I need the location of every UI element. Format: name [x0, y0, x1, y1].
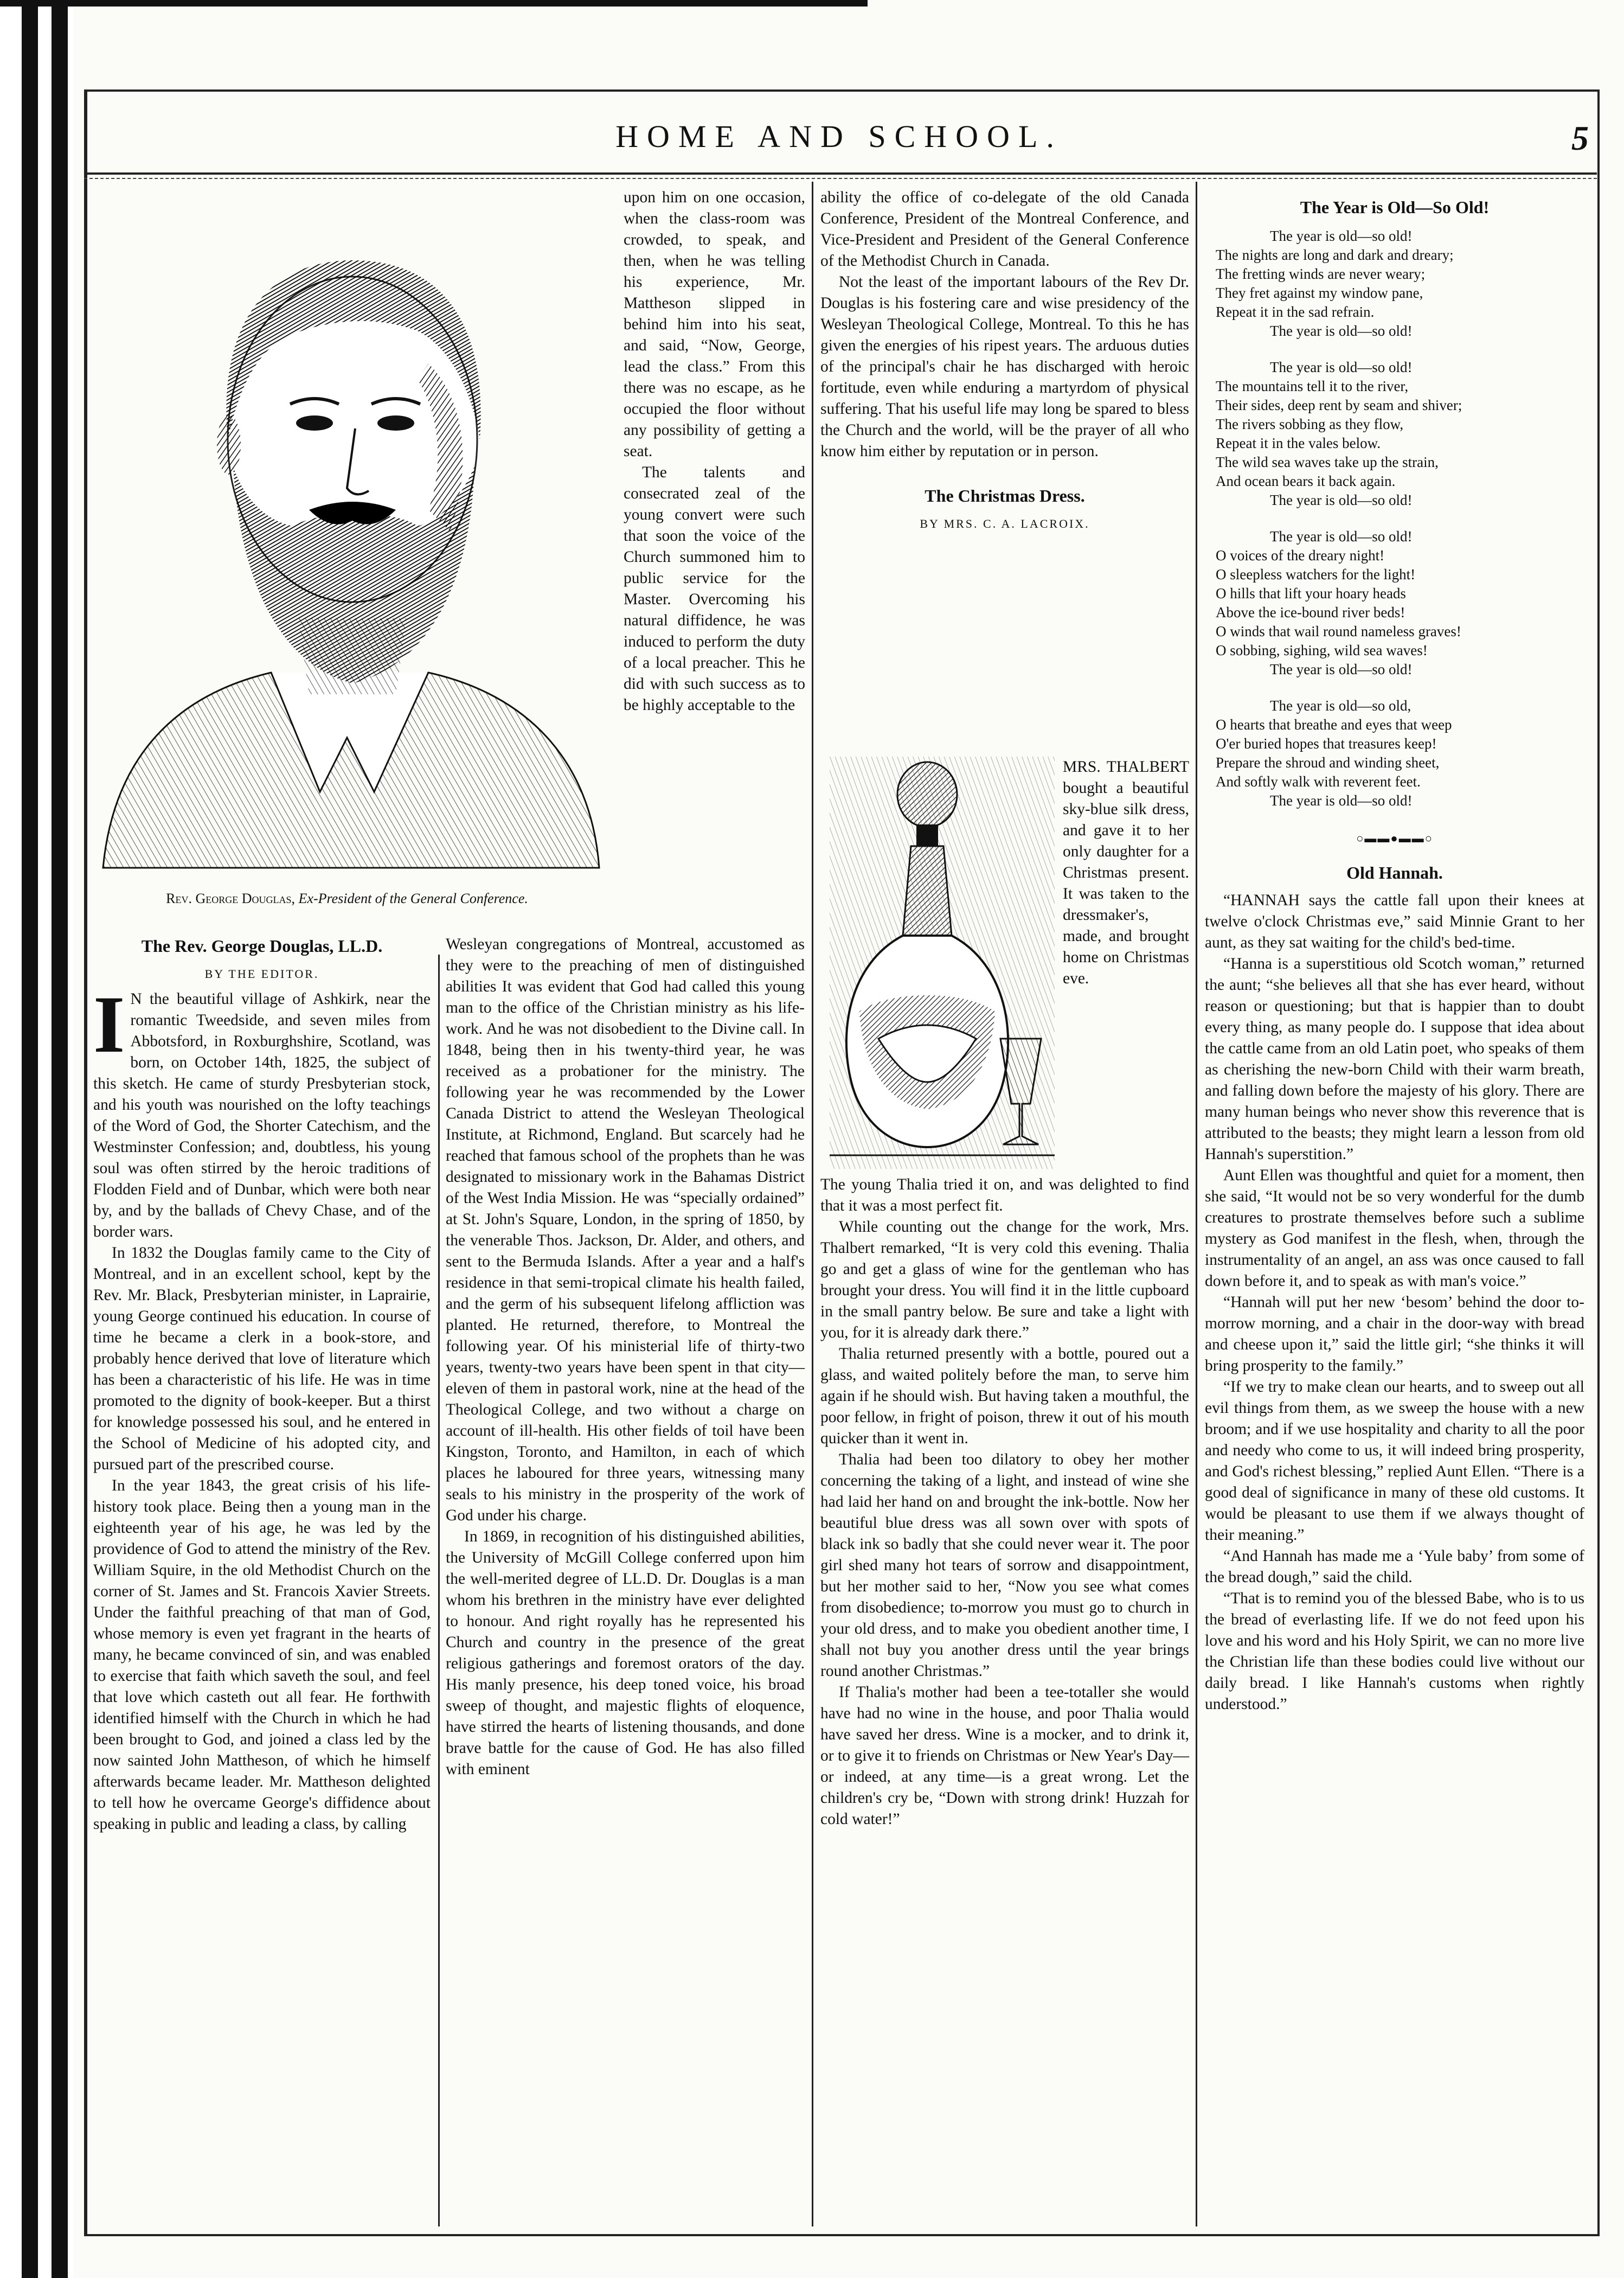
poem-stanza — [1205, 527, 1584, 679]
article-paragraph: Thalia returned presently with a bottle, poured out a glass, and waited politely before the man, to serve him again if he should wish. But having taken a mouthful, the poor fellow, in fright of poison, threw it out of his mouth quicker than it went in. — [820, 1345, 1189, 1447]
article-paragraph: In the year 1843, the great crisis of his life-history took place. Being then a young man in the eighteenth year of his age, he was led by the providence of God to attend the ministry of the Rev. William Squire, in the old Methodist Church on the corner of St. James and St. Francois Xavier Streets. Under the faithful preaching of that man of God, whose memory is even yet fragrant in the hearts of many, he became convinced of sin, and was enabled to exercise that faith which saveth the soul, and feel that love which casteth out all fear. He forthwith identified himself with the Church in which he had been brought to God, and joined a class led by the now sainted John Mattheson, of which he himself afterwards became leader. Mr. Mattheson delighted to tell how he overcame George's diffidence about speaking in public and leading a class, by calling — [93, 1477, 431, 1833]
column-3-upper — [820, 187, 1189, 539]
article-paragraph: “And Hannah has made me a ‘Yule baby’ from some of the bread dough,” said the child. — [1205, 1547, 1584, 1586]
poem-line: O hills that lift your hoary heads — [1216, 585, 1406, 602]
article-paragraph: The young Thalia tried it on, and was delighted to find that it was a most perfect fit. — [820, 1176, 1189, 1214]
poem-line: And softly walk with reverent feet. — [1216, 773, 1421, 790]
article-paragraph: ability the office of co-delegate of the old Canada Conference, President of the Montreal Conference, and Vice-President and President of the General Conference of the Methodist Church in Canada. — [820, 189, 1189, 270]
article-paragraph: Aunt Ellen was thoughtful and quiet for a moment, then she said, “It would not be so very wonderful for the dumb creatures to prostrate themselves before such a sublime mystery as God manifest in the flesh, when, through the instrumentality of an angel, an ass was once caused to fall down before it, and to speak as with man's voice.” — [1205, 1167, 1584, 1290]
caption-title: Ex-President of the General Conference. — [298, 891, 528, 906]
poem-line: The year is old—so old! — [1270, 359, 1413, 375]
poem-line: O voices of the dreary night! — [1216, 547, 1385, 564]
article-paragraph: “If we try to make clean our hearts, and to sweep out all evil things from them, as we sweep the house with a new broom; and if we use hospitality and charity to all the poor and needy who come to us, it will indeed bring prosperity, and God's richest blessing,” replied Aunt Ellen. “There is a good deal of significance in many of these old customs. It would be pleasant to use them if we always thought of their meaning.” — [1205, 1378, 1584, 1544]
article-paragraph: “Hanna is a superstitious old Scotch woman,” returned the aunt; “she believes all that she has ever heard, without reason or questioning; but that is happier than to doubt every thing, as many people do. I suppose that idea about the cattle came from an old Latin poet, who speaks of them as cherishing the new-born Child with their warm breath, and falling down before the majesty of his glory. There are many human beings who never show this reverence that is attributed to the beasts; they might learn a lesson from old Hannah's superstition.” — [1205, 955, 1584, 1163]
poem-line: O sobbing, sighing, wild sea waves! — [1216, 642, 1428, 658]
poem-line: O hearts that breathe and eyes that weep — [1216, 716, 1452, 733]
article-paragraph: In 1869, in recognition of his distinguished abilities, the University of McGill College conferred upon him the well-merited degree of LL.D. Dr. Douglas is a man whom his brethren in the ministry have ever delighted to honour. And right royally has he represented his Church and country in the presence of the great religious gatherings and foremost orators of the day. His manly presence, his deep toned voice, his broad sweep of thought, and majestic flights of eloquence, have stirred the hearts of listening thousands, and done brave battle for the cause of God. He has also filled with eminent — [446, 1528, 805, 1778]
page-header — [84, 108, 1594, 168]
column-4 — [1205, 195, 1584, 1715]
decanter-illustration — [830, 757, 1055, 1169]
poem-line: The fretting winds are never weary; — [1216, 266, 1426, 282]
poem-refrain: The year is old—so old! — [1270, 661, 1413, 677]
article-byline-christmas-dress: BY MRS. C. A. LACROIX. — [920, 517, 1090, 530]
poem-line: O sleepless watchers for the light! — [1216, 566, 1416, 583]
article-paragraph: “HANNAH says the cattle fall upon their knees at twelve o'clock Christmas eve,” said Minnie Grant to her aunt, as they sat waiting for the child's bed-time. — [1205, 892, 1584, 951]
article-paragraph: “That is to remind you of the blessed Babe, who is to us the bread of everlasting life. If we do not feed upon his love and his word and his Holy Spirit, we can no more live the Christian life than these bodies could live without our daily bread. I like Hannah's customs when rightly understood.” — [1205, 1590, 1584, 1713]
poem-stanza — [1205, 696, 1584, 810]
column-2-lower — [446, 934, 805, 1780]
header-rule-dashed — [84, 178, 1597, 179]
page-number: 5 — [1571, 119, 1589, 157]
article-paragraph: Wesleyan congregations of Montreal, accustomed as they were to the preaching of men of distinguished abilities It was evident that God had called this young man to the office of the Christian ministry as his life-work. And he was not disobedient to the Divine call. In 1848, being then in his twenty-third year, he was received as a probationer for the ministry. The following year he was recommended by the Lower Canada District to attend the Wesleyan Theological Institute, at Richmond, England. But scarcely had he reached that famous school of the prophets than he was designated to missionary work in the Bahamas District of the West India Mission. He was “specially ordained” at St. John's Square, London, in the spring of 1850, by the venerable Thos. Jackson, Dr. Alder, and others, and sent to the Bermuda Islands. After a year and a half's residence in that semi-tropical climate his health failed, and the germ of his subsequent lifelong affliction was planted. He returned, therefore, to Montreal the following year. Of his ministerial life of thirty-two years, twenty-two years have been spent in that city—eleven of them in pastoral work, nine at the head of the Theological College, and two without a charge on account of ill-health. His other fields of toil have been Kingston, Toronto, and Hamilton, in each of which places he laboured for three years, witnessing many seals to his ministry in the prosperity of the work of God under his charge. — [446, 936, 805, 1524]
poem-line: The year is old—so old! — [1270, 228, 1413, 244]
column-3-lower — [820, 1174, 1189, 1830]
column-2-upper — [624, 187, 805, 716]
drop-cap: I — [93, 980, 125, 1070]
poem-line: O winds that wail round nameless graves! — [1216, 623, 1461, 639]
section-ornament: ○▬▬●▬▬○ — [1356, 831, 1433, 845]
article-paragraph: Thalia had been too dilatory to obey her mother concerning the taking of a light, and instead of wine she had laid her hand on and brought the ink-bottle. Now her beautiful blue dress was all sown over with spots of black ink so badly that she could never wear it. The poor girl shed many hot tears of sorrow and disappointment, but her mother said to her, “Now you see what comes from disobedience; to-morrow you must go to church in your old dress, and to make you obedient another time, I shall not buy you another dress until the year brings round another Christmas.” — [820, 1451, 1189, 1680]
column-divider-3 — [1196, 182, 1197, 2226]
paragraph-text: N the beautiful village of Ashkirk, near the romantic Tweedside, and seven miles from Abbotsford, in Roxburghshire, Scotland, was born, on October 14th, 1825, the subject of this sketch. He came of sturdy Presbyterian stock, and his youth was nourished on the lofty teachings of the Word of God, the Shorter Catechism, and the Westminster Confession; and, doubtless, his young soul was often stirred by the heroic traditions of Flodden Field and of Dunbar, which were both near by, and by the ballads of Chevy Chase, and of the border wars. — [93, 990, 431, 1240]
poem-refrain: The year is old—so old! — [1270, 492, 1413, 508]
article-paragraph: upon him on one occasion, when the class-room was crowded, to speak, and then, when he was telling his experience, Mr. Mattheson slipped in behind him into his seat, and said, “Now, George, lead the class.” From this there was no escape, as he occupied the floor without any possibility of getting a seat. — [624, 189, 805, 460]
article-title-old-hannah: Old Hannah. — [1346, 863, 1443, 882]
top-edge-rule — [0, 0, 868, 7]
article-title-christmas-dress: The Christmas Dress. — [925, 486, 1085, 505]
column-divider-1 — [438, 955, 440, 2226]
article-paragraph: The talents and consecrated zeal of the young convert were such that soon the voice of the Church summoned him to public service for the Master. Overcoming his natural diffidence, he was induced to perform the duty of a local preacher. This he did with such success as to be highly acceptable to the — [624, 464, 805, 714]
portrait-caption — [87, 890, 607, 908]
portrait-engraving — [92, 184, 607, 879]
poem-line: The rivers sobbing as they flow, — [1216, 416, 1404, 432]
header-rule — [84, 172, 1597, 175]
poem-title: The Year is Old—So Old! — [1300, 197, 1490, 217]
poem-line: The wild sea waves take up the strain, — [1216, 454, 1439, 470]
publication-title: HOME AND SCHOOL. — [615, 119, 1063, 154]
article-paragraph: “Hannah will put her new ‘besom’ behind the door to-morrow morning, and a chair in the door-way with bread and cheese upon it,” said the little girl; “she thinks it will bring prosperity to the family.” — [1205, 1294, 1584, 1374]
poem-line: The year is old—so old, — [1270, 698, 1411, 714]
article-paragraph: In 1832 the Douglas family came to the City of Montreal, and in an excellent school, kept by the Rev. Mr. Black, Presbyterian minister, in Laprairie, young George continued his education. In course of time he became a clerk in a book-store, and probably hence derived that love of literature which has been a characteristic of his life. He was in time promoted to the dignity of book-keeper. But a thirst for knowledge possessed his soul, and he entered in the School of Medicine of his adopted city, and pursued part of the prescribed course. — [93, 1244, 431, 1473]
article-paragraph: Not the least of the important labours of the Rev Dr. Douglas is his fostering care and wise presidency of the Wesleyan Theological College, Montreal. To this he has given the energies of his ripest years. The arduous duties of the principal's chair he has discharged with heroic fortitude, even while enduring a martyrdom of physical suffering. That his useful life may long be spared to bless the Church and the world, will be the prayer of all who know him either by reputation or in person. — [820, 273, 1189, 460]
poem-stanza — [1205, 358, 1584, 510]
poem-line: Repeat it in the vales below. — [1216, 435, 1381, 451]
poem-stanza — [1205, 227, 1584, 341]
article-title-douglas: The Rev. George Douglas, LL.D. — [141, 936, 383, 956]
poem-line: And ocean bears it back again. — [1216, 473, 1396, 489]
poem — [1205, 227, 1584, 810]
poem-line: Their sides, deep rent by seam and shiver; — [1216, 397, 1462, 413]
article-paragraph: If Thalia's mother had been a tee-totaller she would have had no wine in the house, and poor Thalia would have saved her dress. Wine is a mocker, and to drink it, or to give it to friends on Christmas or New Year's Day—or indeed, at any time—is a great wrong. Let the children's cry be, “Down with strong drink! Huzzah for cold water!” — [820, 1684, 1189, 1828]
poem-line: The nights are long and dark and dreary; — [1216, 247, 1454, 263]
article-paragraph-opening: MRS. THALBERT bought a beautiful sky-blue silk dress, and gave it to her only daughter for a Christmas present. It was taken to the dressmaker's, made, and brought home on Christmas eve. — [1063, 758, 1189, 987]
caption-name: Rev. George Douglas, — [166, 891, 296, 906]
poem-line: O'er buried hopes that treasures keep! — [1216, 735, 1437, 752]
poem-line: The mountains tell it to the river, — [1216, 378, 1409, 394]
column-1 — [93, 934, 431, 1835]
poem-line: Prepare the shroud and winding sheet, — [1216, 754, 1440, 771]
poem-line: Repeat it in the sad refrain. — [1216, 304, 1375, 320]
column-divider-2 — [812, 182, 813, 2226]
article-paragraph — [93, 980, 431, 1243]
article-byline-douglas: BY THE EDITOR. — [204, 967, 319, 981]
article-paragraph: While counting out the change for the work, Mrs. Thalbert remarked, “It is very cold this evening. Thalia go and get a glass of wine for the gentleman who has brought your dress. You will find it in the little cupboard in the small pantry below. Be sure and take a light with you, for it is already dark there.” — [820, 1218, 1189, 1341]
poem-refrain: The year is old—so old! — [1270, 792, 1413, 809]
poem-line: Above the ice-bound river beds! — [1216, 604, 1405, 620]
poem-refrain: The year is old—so old! — [1270, 323, 1413, 339]
poem-line: The year is old—so old! — [1270, 528, 1413, 545]
poem-line: They fret against my window pane, — [1216, 285, 1423, 301]
column-3-wrap — [1063, 757, 1189, 989]
binding-edge — [0, 0, 73, 2278]
